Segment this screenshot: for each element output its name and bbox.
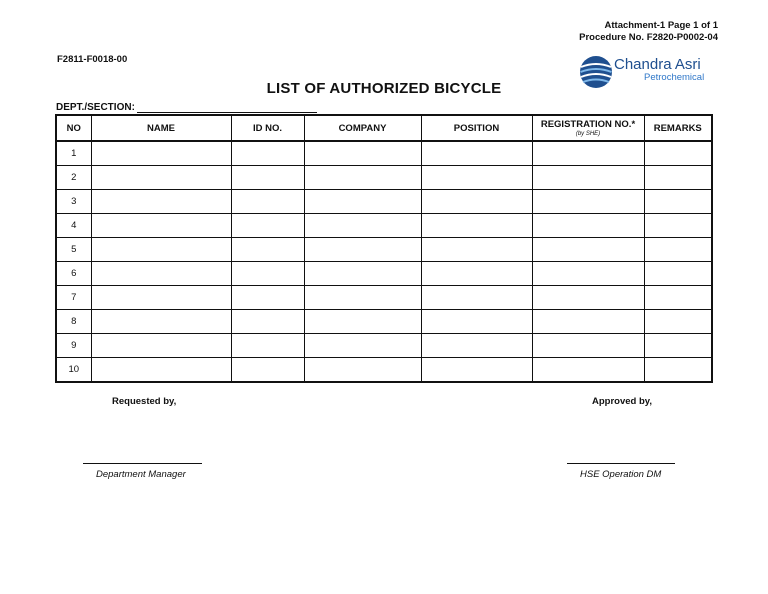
cell-no: 7	[56, 286, 91, 310]
department-manager-role: Department Manager	[96, 469, 186, 480]
table-header-row	[56, 115, 712, 141]
cell-no: 8	[56, 310, 91, 334]
cell-name[interactable]	[91, 190, 231, 214]
cell-no: 3	[56, 190, 91, 214]
cell-id-no[interactable]	[231, 141, 304, 166]
col-header-remarks: REMARKS	[644, 115, 712, 141]
approved-signature-line	[567, 463, 675, 464]
cell-registration[interactable]	[532, 238, 644, 262]
cell-id-no[interactable]	[231, 334, 304, 358]
col-header-company: COMPANY	[304, 115, 421, 141]
cell-remarks[interactable]	[644, 310, 712, 334]
cell-no: 1	[56, 141, 91, 166]
cell-position[interactable]	[421, 358, 532, 383]
cell-no: 6	[56, 262, 91, 286]
cell-company[interactable]	[304, 166, 421, 190]
logo-company-subtitle: Petrochemical	[644, 72, 705, 83]
cell-no: 2	[56, 166, 91, 190]
cell-remarks[interactable]	[644, 190, 712, 214]
cell-name[interactable]	[91, 166, 231, 190]
table-row	[56, 214, 712, 238]
cell-no: 10	[56, 358, 91, 383]
cell-company[interactable]	[304, 262, 421, 286]
table-row	[56, 358, 712, 383]
cell-registration[interactable]	[532, 358, 644, 383]
cell-position[interactable]	[421, 214, 532, 238]
form-code: F2811-F0018-00	[57, 54, 128, 65]
cell-name[interactable]	[91, 238, 231, 262]
cell-position[interactable]	[421, 262, 532, 286]
cell-id-no[interactable]	[231, 310, 304, 334]
requested-signature-line	[83, 463, 202, 464]
hse-operation-role: HSE Operation DM	[580, 469, 662, 480]
cell-name[interactable]	[91, 334, 231, 358]
registration-label: REGISTRATION NO.*	[540, 119, 636, 130]
cell-remarks[interactable]	[644, 262, 712, 286]
cell-position[interactable]	[421, 310, 532, 334]
cell-company[interactable]	[304, 214, 421, 238]
cell-position[interactable]	[421, 190, 532, 214]
cell-position[interactable]	[421, 141, 532, 166]
cell-company[interactable]	[304, 334, 421, 358]
cell-name[interactable]	[91, 214, 231, 238]
cell-id-no[interactable]	[231, 214, 304, 238]
table-row	[56, 166, 712, 190]
procedure-number: Procedure No. F2820-P0002-04	[579, 32, 718, 43]
cell-registration[interactable]	[532, 141, 644, 166]
cell-position[interactable]	[421, 238, 532, 262]
cell-registration[interactable]	[532, 262, 644, 286]
table-row	[56, 190, 712, 214]
cell-company[interactable]	[304, 190, 421, 214]
cell-registration[interactable]	[532, 190, 644, 214]
cell-id-no[interactable]	[231, 166, 304, 190]
cell-position[interactable]	[421, 334, 532, 358]
document-title: LIST OF AUTHORIZED BICYCLE	[266, 80, 502, 97]
col-header-no: NO	[56, 115, 91, 141]
cell-remarks[interactable]	[644, 166, 712, 190]
cell-registration[interactable]	[532, 214, 644, 238]
cell-company[interactable]	[304, 310, 421, 334]
cell-company[interactable]	[304, 286, 421, 310]
attachment-info	[579, 20, 718, 44]
cell-registration[interactable]	[532, 310, 644, 334]
col-header-id-no: ID NO.	[231, 115, 304, 141]
cell-id-no[interactable]	[231, 358, 304, 383]
cell-company[interactable]	[304, 358, 421, 383]
table-row	[56, 238, 712, 262]
cell-name[interactable]	[91, 286, 231, 310]
cell-registration[interactable]	[532, 334, 644, 358]
dept-section-field	[56, 102, 317, 113]
cell-name[interactable]	[91, 310, 231, 334]
table-row	[56, 310, 712, 334]
cell-remarks[interactable]	[644, 238, 712, 262]
logo-company-name: Chandra Asri	[614, 56, 701, 73]
registration-note: (by SHE)	[575, 131, 601, 137]
cell-registration[interactable]	[532, 166, 644, 190]
cell-company[interactable]	[304, 141, 421, 166]
cell-registration[interactable]	[532, 286, 644, 310]
cell-position[interactable]	[421, 166, 532, 190]
cell-position[interactable]	[421, 286, 532, 310]
table-row	[56, 141, 712, 166]
table-row	[56, 262, 712, 286]
cell-no: 5	[56, 238, 91, 262]
cell-name[interactable]	[91, 262, 231, 286]
dept-section-label: DEPT./SECTION:	[56, 102, 135, 113]
cell-remarks[interactable]	[644, 334, 712, 358]
cell-no: 9	[56, 334, 91, 358]
col-header-registration	[532, 115, 644, 141]
col-header-name: NAME	[91, 115, 231, 141]
attachment-page: Attachment-1 Page 1 of 1	[604, 20, 718, 31]
cell-id-no[interactable]	[231, 262, 304, 286]
requested-by-label: Requested by,	[112, 396, 177, 407]
cell-company[interactable]	[304, 238, 421, 262]
cell-remarks[interactable]	[644, 141, 712, 166]
col-header-position: POSITION	[421, 115, 532, 141]
cell-no: 4	[56, 214, 91, 238]
dept-section-blank-line	[137, 102, 317, 113]
cell-id-no[interactable]	[231, 286, 304, 310]
cell-id-no[interactable]	[231, 190, 304, 214]
cell-remarks[interactable]	[644, 286, 712, 310]
table-row	[56, 334, 712, 358]
table-row	[56, 286, 712, 310]
table-body	[56, 141, 712, 382]
cell-id-no[interactable]	[231, 238, 304, 262]
bicycle-list-table	[55, 114, 713, 383]
cell-name[interactable]	[91, 358, 231, 383]
cell-remarks[interactable]	[644, 214, 712, 238]
cell-name[interactable]	[91, 141, 231, 166]
approved-by-label: Approved by,	[592, 396, 652, 407]
cell-remarks[interactable]	[644, 358, 712, 383]
